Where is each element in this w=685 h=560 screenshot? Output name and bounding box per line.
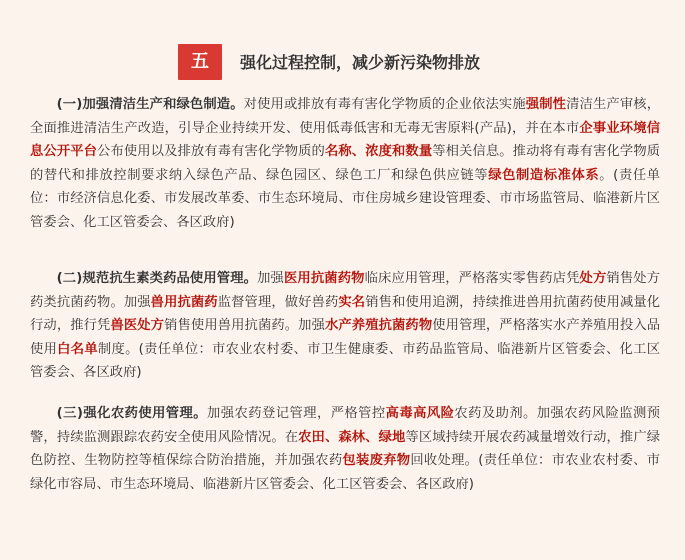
body-text: 制度。(责任单位：市农业农村委、市卫生健康委、市药品监管局、临港新片区管委会、化工区管委会、各区政府)	[30, 341, 661, 380]
paragraph-clean-production	[30, 93, 660, 234]
paragraph-antibiotics	[30, 267, 660, 385]
body-text: 。(责任单位：市经济信息化委、市发展改革委、市生态环境局、市住房城乡建设管理委、市市场监管局、临港新片区管委会、化工区管委会、各区政府)	[30, 167, 661, 230]
highlight-text: 企事业环境信息公开平台	[30, 120, 661, 159]
body-text: 销售使用兽用抗菌药。加强	[164, 318, 325, 333]
body-text: 监督管理，做好兽药	[217, 294, 339, 310]
section-title: 强化过程控制，减少新污染物排放	[240, 53, 481, 72]
body-text: 销售处方药类抗菌药物。加强	[30, 271, 661, 310]
body-text: 等区域持续开展农药减量增效行动，推广绿色防控、生物防控等植保综合防治措施，并加强农药	[30, 429, 661, 468]
body-text: 加强	[257, 271, 284, 286]
highlight-text: 实名	[338, 294, 366, 310]
highlight-text: 包装废弃物	[342, 453, 411, 468]
highlight-text: 兽医处方	[110, 318, 165, 333]
highlight-text: 兽用抗菌药	[150, 294, 218, 310]
highlight-text: 强制性	[525, 97, 567, 112]
section-header	[0, 42, 685, 82]
body-text: 对使用或排放有毒有害化学物质的企业依法实施	[243, 97, 526, 112]
paragraph-lead: (一)加强清洁生产和绿色制造。	[56, 97, 244, 112]
body-text: 回收处理。(责任单位：市农业农村委、市绿化市容局、市生态环境局、临港新片区管委会、化工区管委会、各区政府)	[30, 453, 661, 492]
highlight-text: 处方	[579, 271, 607, 286]
paragraph-pesticides	[30, 402, 660, 496]
body-text: 农药及助剂。加强农药风险监测预警，持续监测跟踪农药安全使用风险情况。在	[30, 406, 661, 445]
body-text: 等相关信息。推动将有毒有害化学物质的替代和排放控制要求纳入绿色产品、绿色园区、绿色工厂和绿色供应链等	[30, 144, 661, 183]
highlight-text: 农田、森林、绿地	[298, 429, 406, 445]
highlight-text: 名称、浓度和数量	[324, 144, 433, 159]
highlight-text: 白名单	[57, 341, 98, 357]
body-text: 使用管理，严格落实水产养殖用投入品使用	[30, 318, 661, 357]
highlight-text: 医用抗菌药物	[283, 271, 365, 286]
highlight-text: 绿色制造标准体系	[488, 167, 600, 183]
section-number-badge: 五	[178, 44, 222, 80]
highlight-text: 高毒高风险	[385, 406, 455, 421]
body-text: 销售和使用追溯，持续推进兽用抗菌药使用减量化行动，推行凭	[30, 294, 661, 333]
body-text: 临床应用管理，严格落实零售药店凭	[364, 271, 580, 286]
paragraph-lead: (二)规范抗生素类药品使用管理。	[56, 271, 258, 286]
body-text: 清洁生产审核，全面推进清洁生产改造，引导企业持续开发、使用低毒低害和无毒无害原料(产品)，并在本市	[30, 97, 661, 136]
highlight-text: 水产养殖抗菌药物	[324, 318, 433, 333]
body-text: 加强农药登记管理，严格管控	[207, 406, 386, 421]
body-text: 公布使用以及排放有毒有害化学物质的	[97, 144, 325, 159]
paragraph-lead: (三)强化农药使用管理。	[56, 406, 208, 421]
